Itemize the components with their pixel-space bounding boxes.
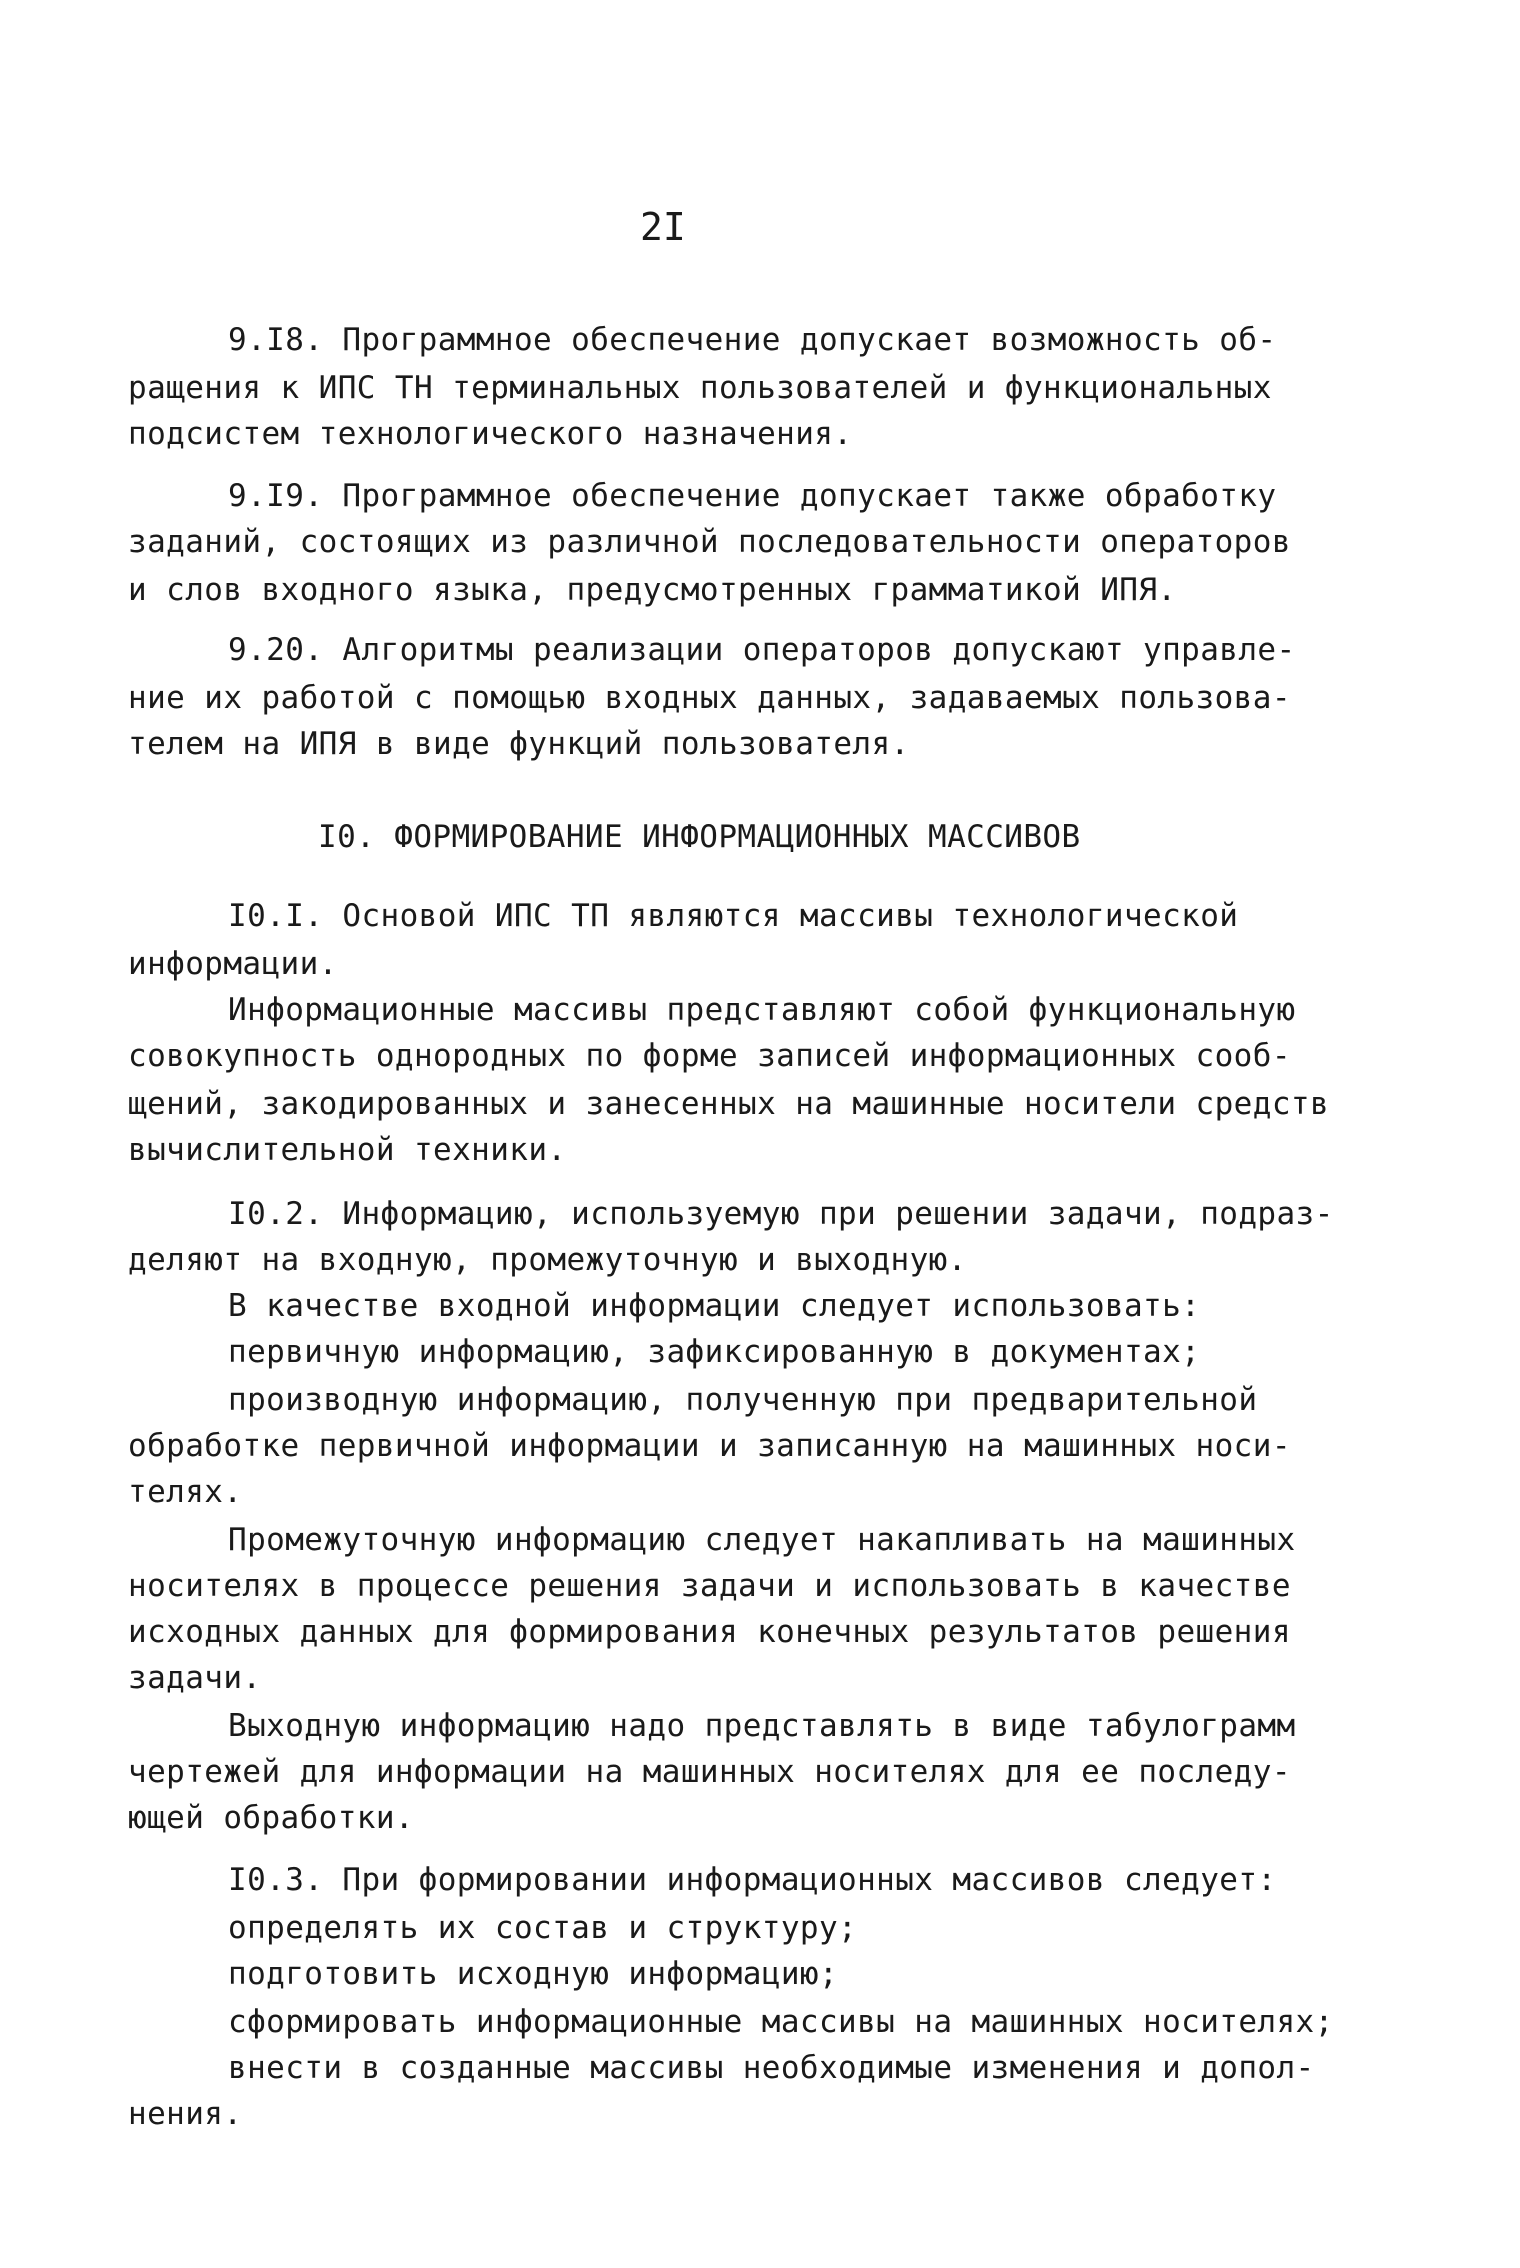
paragraph-10-3-line-1: I0.3. При формировании информационных массивов следует: xyxy=(228,1862,1277,1898)
paragraph-10-2-line-10: исходных данных для формирования конечных результатов решения xyxy=(128,1614,1291,1650)
paragraph-10-2-line-3: В качестве входной информации следует использовать: xyxy=(228,1288,1201,1324)
paragraph-10-2-line-13: чертежей для информации на машинных носителях для ее последу- xyxy=(128,1754,1291,1790)
paragraph-10-3-line-5: внести в созданные массивы необходимые изменения и допол- xyxy=(228,2050,1315,2086)
paragraph-9-19-line-1: 9.I9. Программное обеспечение допускает также обработку xyxy=(228,478,1277,514)
section-heading: I0. ФОРМИРОВАНИЕ ИНФОРМАЦИОННЫХ МАССИВОВ xyxy=(318,819,1081,855)
paragraph-9-20-line-1: 9.20. Алгоритмы реализации операторов допускают управле- xyxy=(228,632,1296,668)
paragraph-10-2-line-8: Промежуточную информацию следует накапливать на машинных xyxy=(228,1522,1296,1558)
paragraph-10-3-line-3: подготовить исходную информацию; xyxy=(228,1956,839,1992)
paragraph-10-3-line-2: определять их состав и структуру; xyxy=(228,1910,858,1946)
paragraph-10-2-line-5: производную информацию, полученную при предварительной xyxy=(228,1382,1258,1418)
paragraph-10-2-line-14: ющей обработки. xyxy=(128,1800,414,1836)
paragraph-10-3-line-6: нения. xyxy=(128,2096,243,2132)
paragraph-10-1-line-3: Информационные массивы представляют собой функциональную xyxy=(228,992,1296,1028)
page-number: 2I xyxy=(640,205,686,249)
paragraph-10-1-line-6: вычислительной техники. xyxy=(128,1132,567,1168)
paragraph-10-2-line-4: первичную информацию, зафиксированную в документах; xyxy=(228,1334,1201,1370)
paragraph-10-1-line-2: информации. xyxy=(128,946,338,982)
paragraph-10-1-line-1: I0.I. Основой ИПС ТП являются массивы технологической xyxy=(228,898,1239,934)
paragraph-10-2-line-11: задачи. xyxy=(128,1660,262,1696)
paragraph-10-2-line-2: деляют на входную, промежуточную и выходную. xyxy=(128,1242,967,1278)
paragraph-10-2-line-6: обработке первичной информации и записанную на машинных носи- xyxy=(128,1428,1291,1464)
paragraph-10-2-line-9: носителях в процессе решения задачи и использовать в качестве xyxy=(128,1568,1291,1604)
paragraph-9-18-line-2: ращения к ИПС ТН терминальных пользователей и функциональных xyxy=(128,370,1272,406)
paragraph-10-2-line-1: I0.2. Информацию, используемую при решении задачи, подраз- xyxy=(228,1196,1334,1232)
paragraph-10-1-line-5: щений, закодированных и занесенных на машинные носители средств xyxy=(128,1086,1330,1122)
paragraph-9-19-line-2: заданий, состоящих из различной последовательности операторов xyxy=(128,524,1291,560)
paragraph-10-1-line-4: совокупность однородных по форме записей информационных сооб- xyxy=(128,1038,1291,1074)
paragraph-10-3-line-4: сформировать информационные массивы на машинных носителях; xyxy=(228,2004,1334,2040)
paragraph-9-19-line-3: и слов входного языка, предусмотренных грамматикой ИПЯ. xyxy=(128,572,1177,608)
paragraph-10-2-line-12: Выходную информацию надо представлять в виде табулограмм xyxy=(228,1708,1296,1744)
paragraph-9-18-line-3: подсистем технологического назначения. xyxy=(128,416,853,452)
paragraph-10-2-line-7: телях. xyxy=(128,1474,243,1510)
paragraph-9-20-line-2: ние их работой с помощью входных данных, задаваемых пользова- xyxy=(128,680,1291,716)
paragraph-9-20-line-3: телем на ИПЯ в виде функций пользователя. xyxy=(128,726,910,762)
paragraph-9-18-line-1: 9.I8. Программное обеспечение допускает возможность об- xyxy=(228,322,1277,358)
